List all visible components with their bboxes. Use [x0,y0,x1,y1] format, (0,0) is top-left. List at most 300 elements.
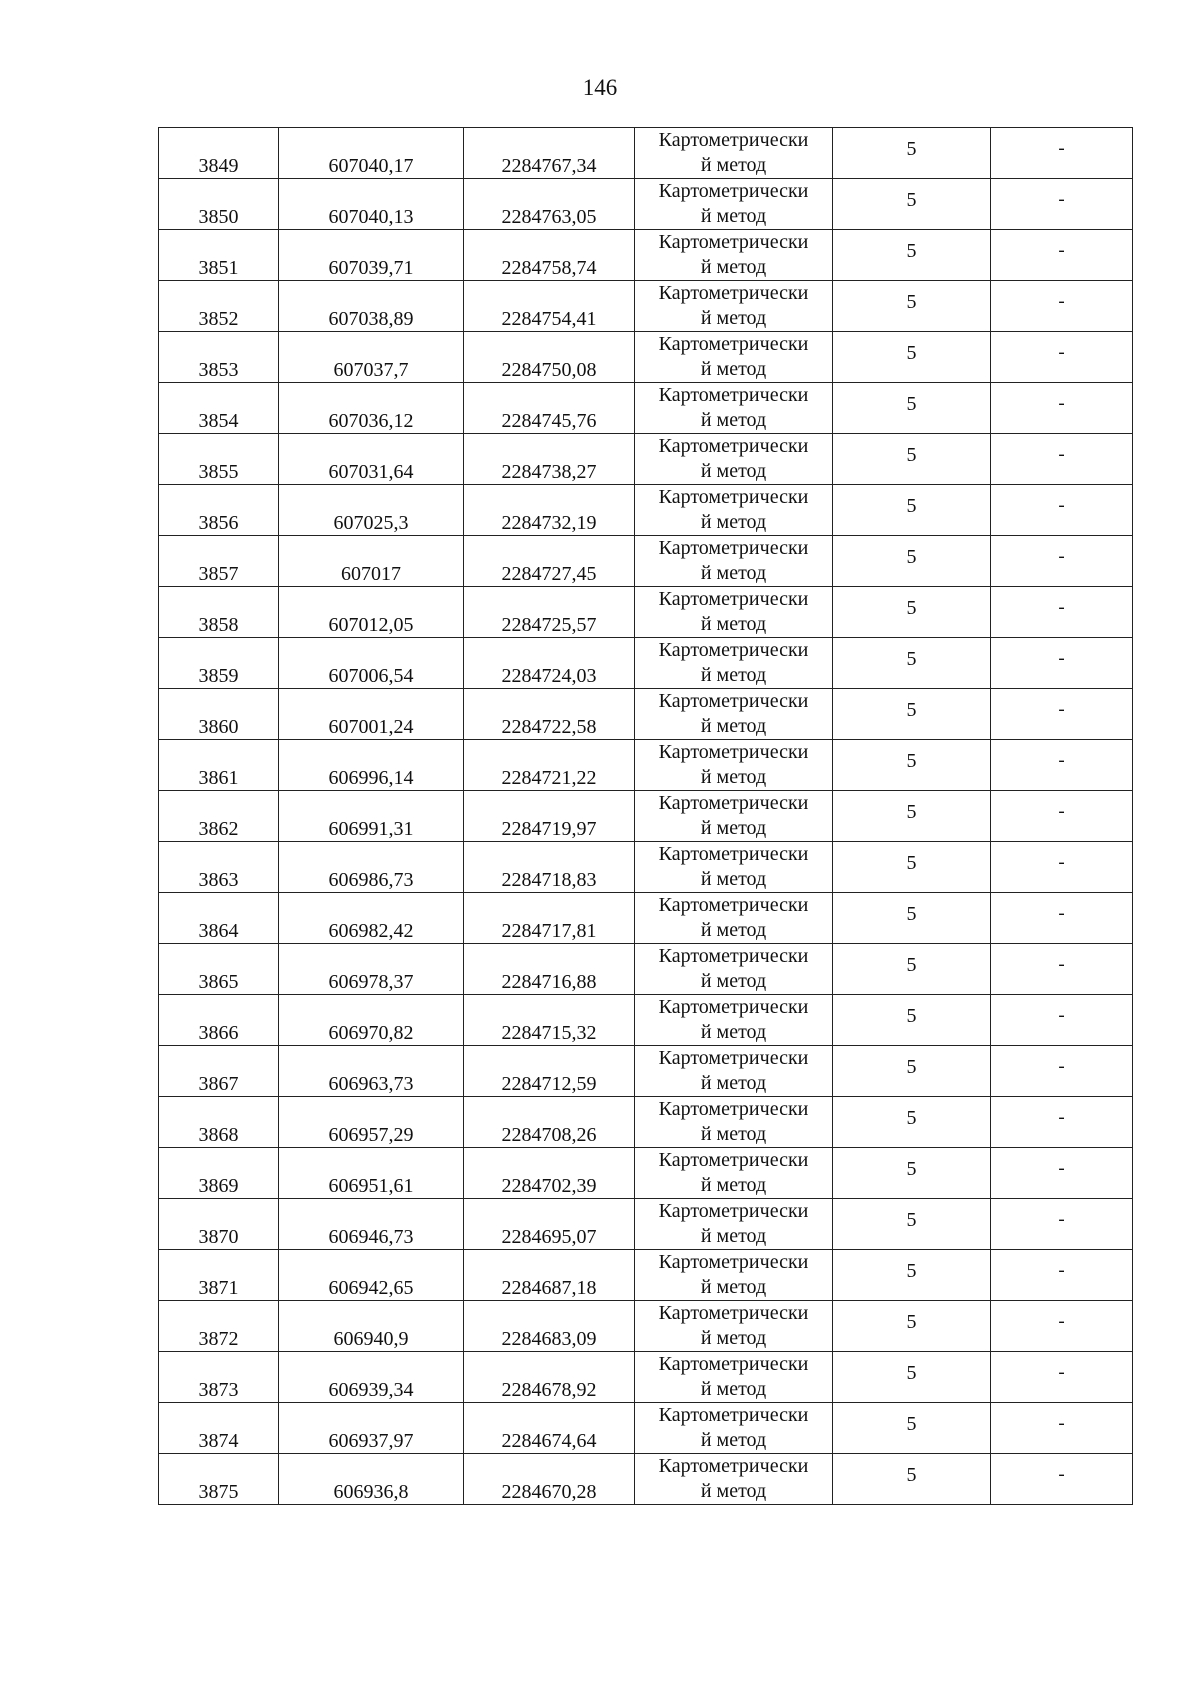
point-number: 3872 [198,1328,239,1350]
point-number: 3853 [198,359,239,381]
method-line-1: Картометрически [658,639,809,661]
y-coordinate: 2284745,76 [501,410,597,432]
x-coordinate: 607001,24 [328,716,414,738]
note-cell [991,179,1133,230]
point-number: 3852 [198,308,239,330]
x-coordinate-cell [279,1097,464,1148]
method-cell [635,281,833,332]
point-number: 3873 [198,1379,239,1401]
point-number-cell [159,1250,279,1301]
table-row [159,128,1133,179]
x-coordinate-cell [279,1199,464,1250]
note-cell [991,1403,1133,1454]
point-number-cell [159,1148,279,1199]
x-coordinate: 606982,42 [328,920,414,942]
note-cell [991,740,1133,791]
accuracy-value: 5 [906,138,917,160]
method-line-2: й метод [700,1429,767,1451]
note-value: - [1058,1005,1065,1026]
method-line-1: Картометрически [658,690,809,712]
note-cell [991,281,1133,332]
y-coordinate-cell [464,1148,635,1199]
x-coordinate: 606936,8 [333,1481,409,1503]
method-line-1: Картометрически [658,333,809,355]
accuracy-value: 5 [906,648,917,670]
y-coordinate: 2284738,27 [501,461,597,483]
method-cell [635,1352,833,1403]
method-line-1: Картометрически [658,180,809,202]
accuracy-cell [833,383,991,434]
method-line-1: Картометрически [658,1149,809,1171]
note-value: - [1058,903,1065,924]
y-coordinate-cell [464,281,635,332]
note-value: - [1058,444,1065,465]
table-row [159,1403,1133,1454]
table-row [159,230,1133,281]
method-cell [635,434,833,485]
accuracy-value: 5 [906,546,917,568]
note-cell [991,995,1133,1046]
x-coordinate-cell [279,1403,464,1454]
x-coordinate: 606939,34 [328,1379,414,1401]
y-coordinate-cell [464,638,635,689]
accuracy-value: 5 [906,342,917,364]
x-coordinate: 607036,12 [328,410,414,432]
accuracy-cell [833,1403,991,1454]
accuracy-value: 5 [906,1056,917,1078]
method-line-2: й метод [700,460,767,482]
method-line-1: Картометрически [658,945,809,967]
y-coordinate: 2284683,09 [501,1328,597,1350]
accuracy-value: 5 [906,1413,917,1435]
x-coordinate: 607038,89 [328,308,414,330]
accuracy-cell [833,995,991,1046]
method-line-2: й метод [700,154,767,176]
method-line-2: й метод [700,1276,767,1298]
y-coordinate-cell [464,179,635,230]
y-coordinate: 2284719,97 [501,818,597,840]
note-value: - [1058,1056,1065,1077]
accuracy-cell [833,179,991,230]
point-number-cell [159,383,279,434]
accuracy-cell [833,536,991,587]
x-coordinate: 607037,7 [333,359,409,381]
y-coordinate: 2284763,05 [501,206,597,228]
note-value: - [1058,1464,1065,1485]
note-value: - [1058,240,1065,261]
accuracy-value: 5 [906,1158,917,1180]
note-cell [991,1352,1133,1403]
accuracy-cell [833,128,991,179]
y-coordinate: 2284732,19 [501,512,597,534]
accuracy-value: 5 [906,1005,917,1027]
accuracy-cell [833,638,991,689]
method-line-1: Картометрически [658,129,809,151]
accuracy-cell [833,893,991,944]
method-line-2: й метод [700,766,767,788]
note-cell [991,1097,1133,1148]
method-cell [635,791,833,842]
table-row [159,434,1133,485]
x-coordinate: 606957,29 [328,1124,414,1146]
x-coordinate: 606996,14 [328,767,414,789]
y-coordinate: 2284754,41 [501,308,597,330]
accuracy-cell [833,434,991,485]
point-number: 3864 [198,920,239,942]
note-value: - [1058,750,1065,771]
y-coordinate-cell [464,1403,635,1454]
point-number-cell [159,944,279,995]
y-coordinate: 2284724,03 [501,665,597,687]
method-cell [635,1250,833,1301]
method-cell [635,230,833,281]
point-number-cell [159,434,279,485]
y-coordinate-cell [464,485,635,536]
accuracy-cell [833,332,991,383]
note-cell [991,230,1133,281]
note-cell [991,689,1133,740]
method-line-2: й метод [700,1072,767,1094]
accuracy-cell [833,485,991,536]
x-coordinate-cell [279,1454,464,1505]
method-line-2: й метод [700,1480,767,1502]
point-number-cell [159,1454,279,1505]
y-coordinate-cell [464,332,635,383]
point-number: 3855 [198,461,239,483]
y-coordinate: 2284708,26 [501,1124,597,1146]
y-coordinate-cell [464,893,635,944]
table-row [159,485,1133,536]
x-coordinate-cell [279,1352,464,1403]
note-cell [991,485,1133,536]
method-line-1: Картометрически [658,1404,809,1426]
note-cell [991,944,1133,995]
y-coordinate: 2284722,58 [501,716,597,738]
point-number-cell [159,1352,279,1403]
method-line-2: й метод [700,562,767,584]
x-coordinate-cell [279,995,464,1046]
note-value: - [1058,189,1065,210]
table-row [159,1352,1133,1403]
coordinates-table-body [159,128,1133,1505]
method-line-2: й метод [700,1225,767,1247]
note-cell [991,434,1133,485]
y-coordinate-cell [464,587,635,638]
y-coordinate-cell [464,944,635,995]
x-coordinate: 606942,65 [328,1277,414,1299]
point-number: 3850 [198,206,239,228]
accuracy-value: 5 [906,954,917,976]
accuracy-cell [833,1199,991,1250]
accuracy-value: 5 [906,852,917,874]
x-coordinate: 607017 [341,563,401,585]
method-line-2: й метод [700,205,767,227]
accuracy-value: 5 [906,597,917,619]
x-coordinate-cell [279,230,464,281]
point-number-cell [159,536,279,587]
point-number: 3862 [198,818,239,840]
y-coordinate: 2284702,39 [501,1175,597,1197]
note-cell [991,1454,1133,1505]
note-cell [991,893,1133,944]
table-row [159,944,1133,995]
note-cell [991,128,1133,179]
x-coordinate-cell [279,1301,464,1352]
method-cell [635,638,833,689]
y-coordinate-cell [464,791,635,842]
point-number: 3870 [198,1226,239,1248]
x-coordinate-cell [279,128,464,179]
note-cell [991,842,1133,893]
y-coordinate-cell [464,1097,635,1148]
table-row [159,587,1133,638]
note-value: - [1058,291,1065,312]
point-number-cell [159,995,279,1046]
method-cell [635,536,833,587]
point-number-cell [159,842,279,893]
method-cell [635,893,833,944]
method-line-1: Картометрически [658,1200,809,1222]
method-line-2: й метод [700,1123,767,1145]
note-cell [991,1250,1133,1301]
x-coordinate: 606946,73 [328,1226,414,1248]
y-coordinate: 2284750,08 [501,359,597,381]
x-coordinate-cell [279,893,464,944]
method-cell [635,1403,833,1454]
x-coordinate-cell [279,638,464,689]
note-value: - [1058,393,1065,414]
accuracy-value: 5 [906,1107,917,1129]
point-number-cell [159,281,279,332]
method-line-2: й метод [700,358,767,380]
y-coordinate-cell [464,1199,635,1250]
note-cell [991,1199,1133,1250]
x-coordinate-cell [279,536,464,587]
accuracy-cell [833,1301,991,1352]
y-coordinate: 2284687,18 [501,1277,597,1299]
method-line-2: й метод [700,409,767,431]
note-cell [991,1301,1133,1352]
accuracy-value: 5 [906,189,917,211]
table-row [159,1199,1133,1250]
point-number-cell [159,1097,279,1148]
x-coordinate: 606970,82 [328,1022,414,1044]
x-coordinate: 606991,31 [328,818,414,840]
method-line-1: Картометрически [658,231,809,253]
accuracy-cell [833,689,991,740]
point-number-cell [159,638,279,689]
accuracy-cell [833,944,991,995]
y-coordinate-cell [464,434,635,485]
x-coordinate: 606940,9 [333,1328,409,1350]
point-number: 3863 [198,869,239,891]
point-number-cell [159,1199,279,1250]
note-cell [991,1148,1133,1199]
accuracy-value: 5 [906,1362,917,1384]
y-coordinate: 2284725,57 [501,614,597,636]
note-value: - [1058,1260,1065,1281]
x-coordinate-cell [279,842,464,893]
point-number: 3874 [198,1430,239,1452]
method-cell [635,383,833,434]
x-coordinate-cell [279,587,464,638]
point-number: 3849 [198,155,239,177]
y-coordinate-cell [464,842,635,893]
accuracy-cell [833,1250,991,1301]
accuracy-value: 5 [906,495,917,517]
method-line-2: й метод [700,1327,767,1349]
method-line-2: й метод [700,715,767,737]
x-coordinate-cell [279,1148,464,1199]
x-coordinate: 606951,61 [328,1175,414,1197]
note-value: - [1058,1209,1065,1230]
point-number-cell [159,1301,279,1352]
note-value: - [1058,1311,1065,1332]
accuracy-cell [833,1097,991,1148]
point-number-cell [159,1046,279,1097]
x-coordinate: 607012,05 [328,614,414,636]
method-cell [635,128,833,179]
method-line-1: Картометрически [658,1302,809,1324]
x-coordinate-cell [279,332,464,383]
note-value: - [1058,699,1065,720]
table-row [159,740,1133,791]
x-coordinate-cell [279,383,464,434]
x-coordinate: 607040,17 [328,155,414,177]
method-cell [635,179,833,230]
accuracy-cell [833,740,991,791]
table-row [159,995,1133,1046]
method-line-2: й метод [700,1174,767,1196]
point-number-cell [159,1403,279,1454]
point-number: 3859 [198,665,239,687]
y-coordinate-cell [464,383,635,434]
x-coordinate-cell [279,434,464,485]
note-value: - [1058,495,1065,516]
table-row [159,1454,1133,1505]
method-cell [635,944,833,995]
accuracy-value: 5 [906,1209,917,1231]
note-value: - [1058,1107,1065,1128]
table-row [159,1148,1133,1199]
accuracy-cell [833,1352,991,1403]
method-line-2: й метод [700,919,767,941]
y-coordinate-cell [464,1046,635,1097]
point-number-cell [159,128,279,179]
table-row [159,281,1133,332]
accuracy-cell [833,587,991,638]
y-coordinate: 2284717,81 [501,920,597,942]
point-number-cell [159,689,279,740]
accuracy-value: 5 [906,393,917,415]
x-coordinate-cell [279,740,464,791]
accuracy-value: 5 [906,1260,917,1282]
accuracy-cell [833,230,991,281]
method-line-1: Картометрически [658,282,809,304]
note-value: - [1058,597,1065,618]
method-line-1: Картометрически [658,741,809,763]
x-coordinate-cell [279,1250,464,1301]
method-line-1: Картометрически [658,1251,809,1273]
coordinates-table [158,127,1133,1505]
x-coordinate: 606963,73 [328,1073,414,1095]
note-value: - [1058,1158,1065,1179]
method-line-1: Картометрически [658,843,809,865]
method-line-1: Картометрически [658,486,809,508]
method-cell [635,1046,833,1097]
point-number: 3860 [198,716,239,738]
method-line-1: Картометрически [658,1098,809,1120]
point-number-cell [159,230,279,281]
y-coordinate-cell [464,536,635,587]
method-line-2: й метод [700,868,767,890]
point-number-cell [159,485,279,536]
method-line-2: й метод [700,307,767,329]
x-coordinate: 607006,54 [328,665,414,687]
table-row [159,893,1133,944]
accuracy-value: 5 [906,291,917,313]
method-line-2: й метод [700,511,767,533]
y-coordinate: 2284712,59 [501,1073,597,1095]
note-value: - [1058,1362,1065,1383]
y-coordinate-cell [464,1250,635,1301]
accuracy-value: 5 [906,444,917,466]
y-coordinate: 2284767,34 [501,155,597,177]
method-cell [635,1454,833,1505]
method-line-1: Картометрически [658,435,809,457]
y-coordinate: 2284670,28 [501,1481,597,1503]
method-cell [635,842,833,893]
point-number: 3875 [198,1481,239,1503]
y-coordinate: 2284721,22 [501,767,597,789]
method-cell [635,1301,833,1352]
point-number-cell [159,179,279,230]
point-number: 3866 [198,1022,239,1044]
table-row [159,383,1133,434]
y-coordinate-cell [464,1301,635,1352]
y-coordinate: 2284727,45 [501,563,597,585]
x-coordinate-cell [279,179,464,230]
method-cell [635,740,833,791]
point-number: 3858 [198,614,239,636]
point-number: 3854 [198,410,239,432]
y-coordinate-cell [464,230,635,281]
x-coordinate: 607039,71 [328,257,414,279]
table-row [159,638,1133,689]
method-cell [635,995,833,1046]
note-cell [991,383,1133,434]
note-value: - [1058,138,1065,159]
accuracy-value: 5 [906,801,917,823]
table-row [159,689,1133,740]
y-coordinate-cell [464,995,635,1046]
note-value: - [1058,852,1065,873]
table-row [159,536,1133,587]
x-coordinate: 607031,64 [328,461,414,483]
y-coordinate: 2284674,64 [501,1430,597,1452]
method-cell [635,485,833,536]
method-cell [635,689,833,740]
method-cell [635,1199,833,1250]
table-row [159,791,1133,842]
y-coordinate: 2284715,32 [501,1022,597,1044]
note-value: - [1058,954,1065,975]
note-cell [991,1046,1133,1097]
page-number: 146 [582,75,618,100]
x-coordinate-cell [279,944,464,995]
table-row [159,842,1133,893]
x-coordinate: 606937,97 [328,1430,414,1452]
